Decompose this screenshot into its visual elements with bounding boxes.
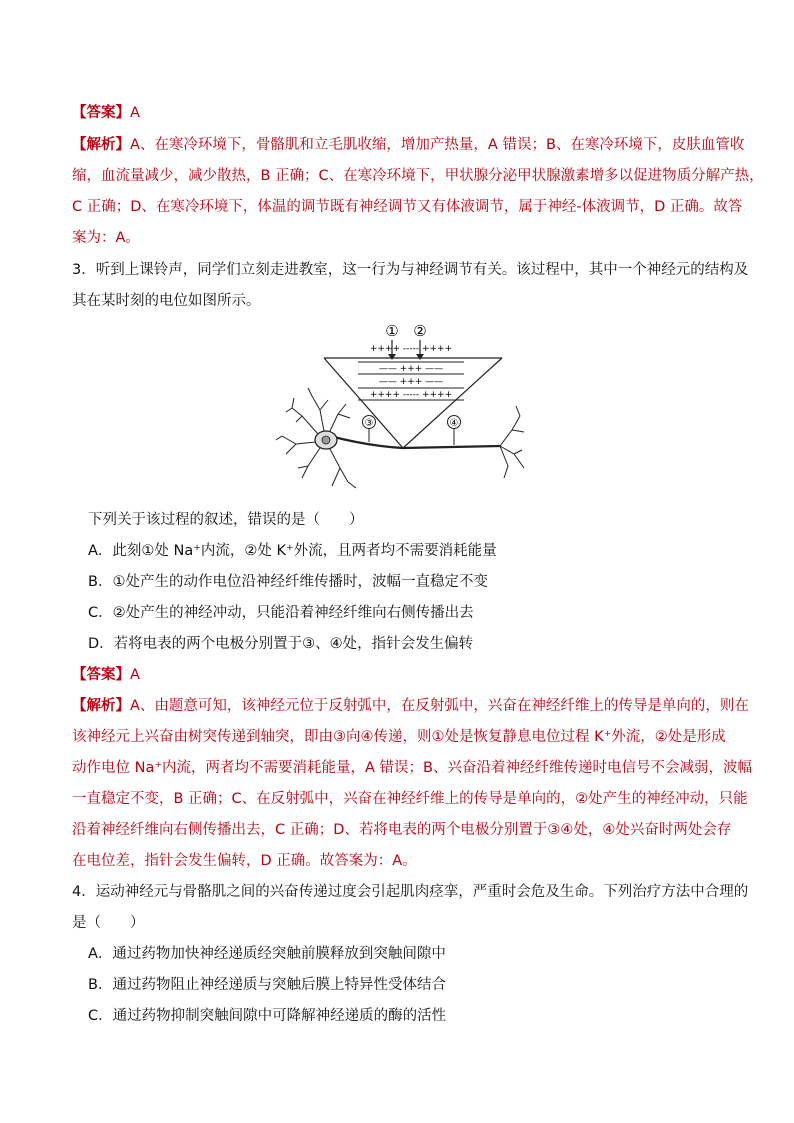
explain-tag: 【解析】 xyxy=(72,698,130,714)
q3-prompt: 下列关于该过程的叙述，错误的是（ ） xyxy=(88,512,364,528)
neuron-figure xyxy=(268,318,526,496)
q4-option-b: B．通过药物阻止神经递质与突触后膜上特异性受体结合 xyxy=(88,977,446,993)
q2-answer-line xyxy=(72,103,140,123)
q3-answer-line xyxy=(72,665,140,685)
answer-value: A xyxy=(130,667,140,683)
q3-explain-line-5: 沿着神经纤维向右侧传播出去，C 正确；D、若将电表的两个电极分别置于③④处，④处兴奋时两处会存 xyxy=(72,822,732,838)
q4-option-c: C．通过药物抑制突触间隙中可降解神经递质的酶的活性 xyxy=(88,1008,447,1024)
q3-explain-line-2: 该神经元上兴奋由树突传递到轴突，即由③向④传递，则①处是恢复静息电位过程 K⁺外流，②处是形成 xyxy=(72,729,726,745)
label-1: ① xyxy=(385,322,399,340)
q4-stem-line-2: 是（ ） xyxy=(72,915,145,931)
q2-explain-line-4: 案为：A。 xyxy=(72,230,140,246)
arrow-2-head xyxy=(416,354,424,360)
q3-explain-line-6: 在电位差，指针会发生偏转，D 正确。故答案为：A。 xyxy=(72,853,417,869)
label-3: ③ xyxy=(364,418,374,429)
q3-explain-line-3: 动作电位 Na⁺内流，两者均不需要消耗能量，A 错误；B、兴奋沿着神经纤维传递时电信号不会减弱，波幅 xyxy=(72,760,752,776)
label-4: ④ xyxy=(449,418,459,429)
axon-terminals xyxy=(500,406,524,478)
q4-option-a: A．通过药物加快神经递质经突触前膜释放到突触间隙中 xyxy=(88,946,446,962)
label-2: ② xyxy=(413,322,427,340)
explain-text: A、由题意可知，该神经元位于反射弧中，在反射弧中，兴奋在神经纤维上的传导是单向的，则在 xyxy=(130,698,749,714)
q3-option-b: B．①处产生的动作电位沿神经纤维传播时，波幅一直稳定不变 xyxy=(88,574,488,590)
q2-explain-line-1 xyxy=(72,135,744,155)
charge-row-1: ++++ ----- ++++ xyxy=(369,344,453,354)
q3-option-d: D．若将电表的两个电极分别置于③、④处，指针会发生偏转 xyxy=(88,636,474,652)
q2-explain-line-2: 缩，血流量减少，减少散热，B 正确；C、在寒冷环境下，甲状腺分泌甲状腺激素增多以促进物质分解产热， xyxy=(72,168,764,184)
charge-row-4: ++++ ----- ++++ xyxy=(369,390,453,400)
explain-tag: 【解析】 xyxy=(72,137,130,153)
q3-option-c: C．②处产生的神经冲动，只能沿着神经纤维向右侧传播出去 xyxy=(88,605,474,621)
q3-explain-line-4: 一直稳定不变，B 正确；C、在反射弧中，兴奋在神经纤维上的传导是单向的，②处产生的神经冲动，只能 xyxy=(72,791,748,807)
neuron-diagram xyxy=(268,318,526,496)
q3-explain-line-1 xyxy=(72,696,749,716)
q3-option-a: A．此刻①处 Na⁺内流，②处 K⁺外流，且两者均不需要消耗能量 xyxy=(88,543,497,559)
arrow-1-head xyxy=(388,354,396,360)
nucleus xyxy=(322,436,330,444)
q3-stem-line-2: 其在某时刻的电位如图所示。 xyxy=(72,293,261,309)
answer-tag: 【答案】 xyxy=(72,667,130,683)
q3-stem-line-1: 3．听到上课铃声，同学们立刻走进教室，这一行为与神经调节有关。该过程中，其中一个神经元的结构及 xyxy=(72,262,749,278)
explain-text: A、在寒冷环境下，骨骼肌和立毛肌收缩，增加产热量，A 错误；B、在寒冷环境下，皮肤血管收 xyxy=(130,137,745,153)
answer-value: A xyxy=(130,105,140,121)
answer-tag: 【答案】 xyxy=(72,105,130,121)
q2-explain-line-3: C 正确；D、在寒冷环境下，体温的调节既有神经调节又有体液调节，属于神经-体液调节，D 正确。故答 xyxy=(72,199,743,215)
charge-row-2: —— +++ —— xyxy=(378,364,444,374)
q4-stem-line-1: 4．运动神经元与骨骼肌之间的兴奋传递过度会引起肌肉痉挛，严重时会危及生命。下列治疗方法中合理的 xyxy=(72,884,749,900)
charge-row-3: —— +++ —— xyxy=(378,377,444,387)
